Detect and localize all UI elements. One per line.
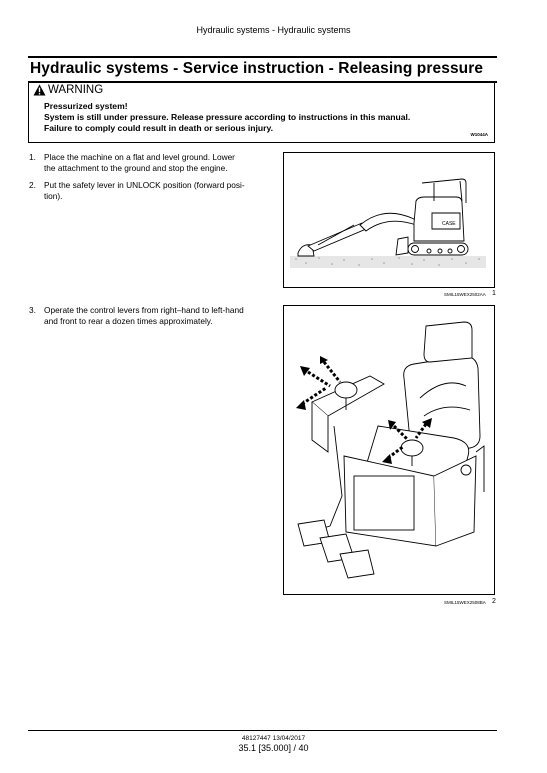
- title-top-rule: [28, 56, 497, 58]
- warning-text: [44, 101, 410, 134]
- figure-number: 1: [492, 290, 496, 297]
- page-title: Hydraulic systems - Service instruction - Releasing pressure: [30, 60, 484, 77]
- step-text-line: the attachment to the ground and stop the engine.: [44, 162, 228, 173]
- footer-rule: [28, 730, 497, 731]
- step-text-line: Operate the control levers from right–hand to left-hand: [44, 305, 244, 315]
- step-text-line: Put the safety lever in UNLOCK position (forward posi-: [44, 180, 245, 190]
- figure-number: 2: [492, 598, 496, 605]
- step-text-line: and front to rear a dozen times approximately.: [44, 315, 213, 326]
- warning-triangle-icon: [33, 84, 46, 96]
- warning-box: [28, 82, 495, 143]
- figure-code: SMIL15WEX2502AA: [444, 292, 486, 297]
- warning-code: W1044A: [470, 132, 488, 137]
- footer-document-id: 48127447 13/04/2017: [241, 735, 306, 742]
- step-number: 2.: [29, 180, 36, 190]
- excavator-illustration: [284, 153, 494, 287]
- step-number: 3.: [29, 305, 36, 315]
- figure-excavator: [283, 152, 495, 288]
- figure-control-levers: [283, 305, 495, 595]
- step-text-line: tion).: [44, 190, 63, 201]
- step-number: 1.: [29, 152, 36, 162]
- running-header: Hydraulic systems - Hydraulic systems: [196, 25, 351, 35]
- figure-code: SMIL15WEX2508BA: [444, 600, 486, 605]
- warning-line: Pressurized system!: [44, 101, 128, 111]
- control-levers-illustration: [284, 306, 494, 594]
- svg-text:CASE: CASE: [442, 221, 456, 227]
- step-text-line: Place the machine on a flat and level ground. Lower: [44, 152, 235, 162]
- warning-header: [33, 84, 103, 96]
- footer-page-number: 35.1 [35.000] / 40: [238, 743, 309, 753]
- warning-line: System is still under pressure. Release pressure according to instructions in this manual.: [44, 112, 411, 122]
- warning-label: WARNING: [48, 84, 104, 96]
- warning-line: Failure to comply could result in death or serious injury.: [44, 123, 274, 133]
